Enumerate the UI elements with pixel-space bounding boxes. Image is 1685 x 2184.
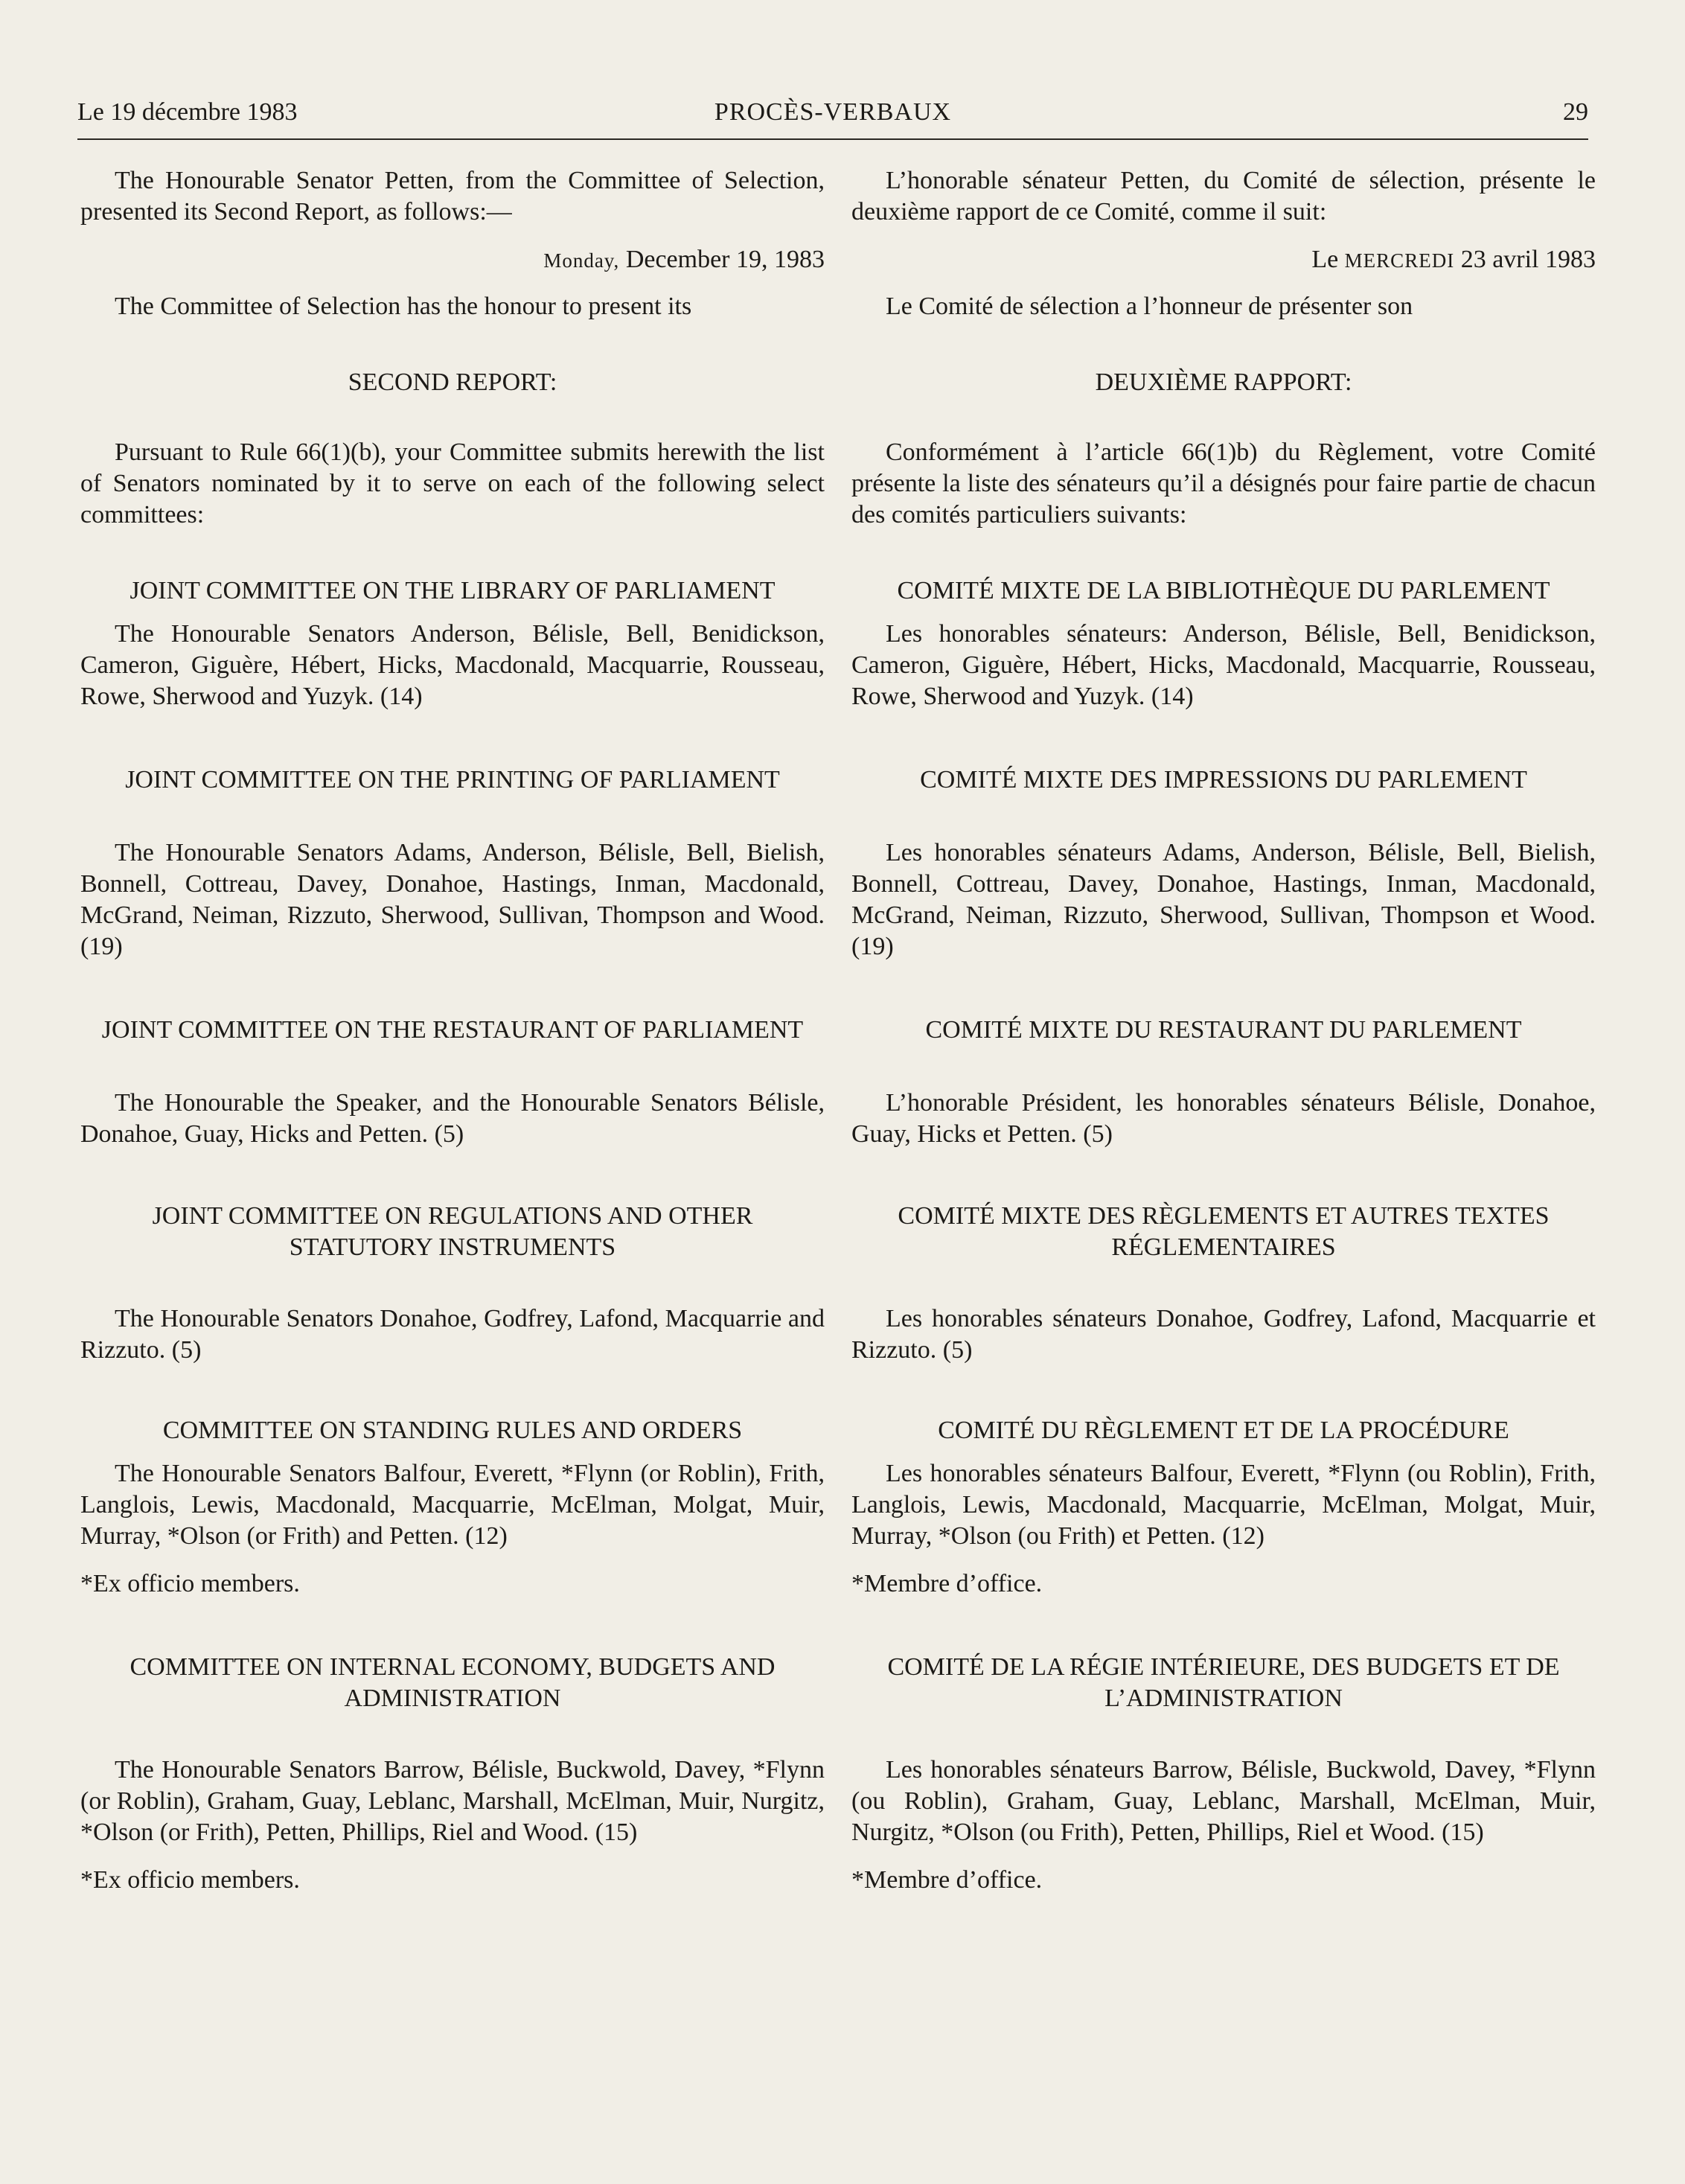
committee-title: COMITÉ MIXTE DES RÈGLEMENTS ET AUTRES TEXTES RÉGLEMENTAIRES: [898, 1202, 1550, 1261]
committee-title: COMITÉ MIXTE DES IMPRESSIONS DU PARLEMENT: [920, 766, 1527, 794]
english-column: [80, 165, 825, 1896]
intro-paragraph: Conformément à l’article 66(1)b) du Règlement, votre Comité présente la liste des sénateurs qu’il a désignés pour faire partie de chacun des comités particuliers suivants:: [851, 438, 1596, 529]
committee-members: Les honorables sénateurs Donahoe, Godfrey, Lafond, Macquarrie et Rizzuto. (5): [851, 1305, 1596, 1364]
committee-title: COMMITTEE ON STANDING RULES AND ORDERS: [162, 1417, 743, 1444]
committee-section: [80, 764, 825, 962]
committee-section: [851, 575, 1596, 712]
presentation-paragraph: The Honourable Senator Petten, from the Committee of Selection, presented its Second Report, as follows:—: [80, 167, 825, 226]
report-date-rest: 23 avril 1983: [1454, 246, 1596, 273]
report-title: SECOND REPORT:: [348, 368, 557, 396]
committee-members: The Honourable the Speaker, and the Honourable Senators Bélisle, Donahoe, Guay, Hicks and Petten. (5): [80, 1089, 825, 1148]
header-title: PROCÈS-VERBAUX: [714, 98, 952, 126]
committee-section: [80, 1201, 825, 1366]
committee-section: [80, 1415, 825, 1600]
report-date: [80, 244, 825, 276]
committee-section: [851, 1415, 1596, 1600]
running-header: [77, 98, 1588, 135]
committee-members: The Honourable Senators Adams, Anderson, Bélisle, Bell, Bielish, Bonnell, Cottreau, Davey, Donahoe, Hastings, Inman, Macdonald, McGrand, Neiman, Rizzuto, Sherwood, Sullivan, Thompson and Wood. (19): [80, 839, 825, 960]
committee-members: Les honorables sénateurs Adams, Anderson, Bélisle, Bell, Bielish, Bonnell, Cottreau, Davey, Donahoe, Hastings, Inman, Macdonald, McGrand, Neiman, Rizzuto, Sherwood, Sullivan, Thompson et Wood. (19): [851, 839, 1596, 960]
intro-paragraph: Pursuant to Rule 66(1)(b), your Committee submits herewith the list of Senators nominated by it to serve on each of the following select committees:: [80, 438, 825, 529]
report-date-day: Monday,: [543, 249, 620, 272]
committee-title: JOINT COMMITTEE ON REGULATIONS AND OTHER STATUTORY INSTRUMENTS: [152, 1202, 753, 1261]
header-date: Le 19 décembre 1983: [77, 98, 298, 126]
header-rule: [77, 138, 1588, 140]
committee-title: JOINT COMMITTEE ON THE LIBRARY OF PARLIAMENT: [130, 577, 776, 604]
committee-title: COMITÉ DE LA RÉGIE INTÉRIEURE, DES BUDGETS ET DE L’ADMINISTRATION: [887, 1653, 1560, 1712]
committee-members: Les honorables sénateurs Barrow, Bélisle, Buckwold, Davey, *Flynn (ou Roblin), Graham, Guay, Leblanc, Marshall, McElman, Muir, Nurgitz, *Olson (ou Frith), Petten, Phillips, Riel et Wood. (15): [851, 1756, 1596, 1846]
committee-title: COMMITTEE ON INTERNAL ECONOMY, BUDGETS AND ADMINISTRATION: [130, 1653, 776, 1712]
report-date: [851, 244, 1596, 276]
committee-section: [851, 764, 1596, 962]
committee-members: Les honorables sénateurs: Anderson, Bélisle, Bell, Benidickson, Cameron, Giguère, Hébert, Hicks, Macdonald, Macquarrie, Rousseau, Rowe, Sherwood and Yuzyk. (14): [851, 620, 1596, 710]
presentation-paragraph: L’honorable sénateur Petten, du Comité de sélection, présente le deuxième rapport de ce Comité, comme il suit:: [851, 167, 1596, 226]
committee-title: COMITÉ MIXTE DE LA BIBLIOTHÈQUE DU PARLEMENT: [897, 577, 1550, 604]
french-column: [851, 165, 1596, 1896]
committee-members: The Honourable Senators Balfour, Everett, *Flynn (or Roblin), Frith, Langlois, Lewis, Macdonald, Macquarrie, McElman, Molgat, Muir, Murray, *Olson (or Frith) and Petten. (12): [80, 1460, 825, 1550]
committee-section: [80, 1652, 825, 1896]
ex-officio-note: *Membre d’office.: [851, 1866, 1043, 1894]
committee-members: The Honourable Senators Barrow, Bélisle, Buckwold, Davey, *Flynn (or Roblin), Graham, Guay, Leblanc, Marshall, McElman, Muir, Nurgitz, *Olson (or Frith), Petten, Phillips, Riel and Wood. (15): [80, 1756, 825, 1846]
ex-officio-note: *Ex officio members.: [80, 1866, 300, 1894]
committee-title: JOINT COMMITTEE ON THE PRINTING OF PARLIAMENT: [125, 766, 780, 794]
committee-presents: Le Comité de sélection a l’honneur de présenter son: [886, 293, 1413, 320]
committee-members: The Honourable Senators Donahoe, Godfrey, Lafond, Macquarrie and Rizzuto. (5): [80, 1305, 825, 1364]
committee-title: JOINT COMMITTEE ON THE RESTAURANT OF PARLIAMENT: [101, 1016, 804, 1044]
committee-section: [851, 1652, 1596, 1896]
page-number: 29: [1563, 98, 1588, 126]
committee-title: COMITÉ MIXTE DU RESTAURANT DU PARLEMENT: [925, 1016, 1522, 1044]
committee-members: L’honorable Président, les honorables sénateurs Bélisle, Donahoe, Guay, Hicks et Petten. (5): [851, 1089, 1596, 1148]
report-title: DEUXIÈME RAPPORT:: [1095, 368, 1352, 396]
ex-officio-note: *Ex officio members.: [80, 1570, 300, 1597]
report-date-day: MERCREDI: [1344, 249, 1455, 272]
committee-section: [851, 1015, 1596, 1150]
committee-members: The Honourable Senators Anderson, Bélisle, Bell, Benidickson, Cameron, Giguère, Hébert, Hicks, Macdonald, Macquarrie, Rousseau, Rowe, Sherwood and Yuzyk. (14): [80, 620, 825, 710]
committee-title: COMITÉ DU RÈGLEMENT ET DE LA PROCÉDURE: [938, 1417, 1509, 1444]
committee-section: [80, 575, 825, 712]
report-date-rest: December 19, 1983: [619, 246, 825, 273]
committee-section: [851, 1201, 1596, 1366]
committee-members: Les honorables sénateurs Balfour, Everett, *Flynn (ou Roblin), Frith, Langlois, Lewis, Macdonald, Macquarrie, McElman, Molgat, Muir, Murray, *Olson (ou Frith) et Petten. (12): [851, 1460, 1596, 1550]
committee-presents: The Committee of Selection has the honour to present its: [115, 293, 692, 320]
committee-section: [80, 1015, 825, 1150]
report-date-prefix: Le: [1311, 246, 1345, 273]
ex-officio-note: *Membre d’office.: [851, 1570, 1043, 1597]
